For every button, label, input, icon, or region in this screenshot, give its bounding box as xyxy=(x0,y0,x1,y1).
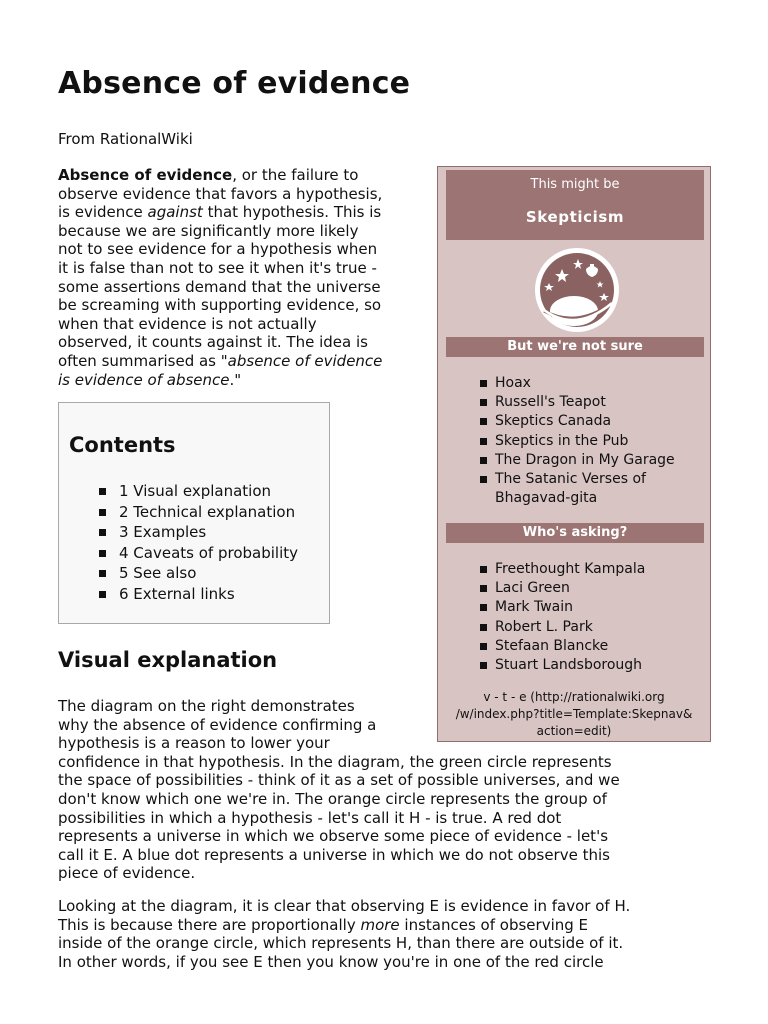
toc-item-caveats-of-probability[interactable]: 4 Caveats of probability xyxy=(99,543,298,564)
navbox-header xyxy=(446,170,704,240)
navbox-link-skeptics-canada[interactable]: Skeptics Canada xyxy=(480,412,675,431)
navbox-link-mark-twain[interactable]: Mark Twain xyxy=(480,598,645,617)
navbox-link-freethought-kampala[interactable]: Freethought Kampala xyxy=(480,560,645,579)
table-of-contents xyxy=(58,402,330,624)
navbox-link-stefaan-blancke[interactable]: Stefaan Blancke xyxy=(480,637,645,656)
navbox-list-not-sure xyxy=(480,374,675,508)
toc-title: Contents xyxy=(69,433,176,457)
toc-item-examples[interactable]: 3 Examples xyxy=(99,522,298,543)
navbox-subheader-whos-asking: Who's asking? xyxy=(446,523,704,543)
navbox-footer-vte-link[interactable]: v - t - e (http://rationalwiki.org xyxy=(483,690,665,704)
navbox-footer-url-end[interactable]: action=edit) xyxy=(536,724,612,738)
navbox-link-robert-l-park[interactable]: Robert L. Park xyxy=(480,618,645,637)
navbox-link-dragon-in-my-garage[interactable]: The Dragon in My Garage xyxy=(480,451,675,470)
navbox-link-russells-teapot[interactable]: Russell's Teapot xyxy=(480,393,675,412)
navbox-footer xyxy=(438,689,710,740)
navbox-link-skeptics-in-the-pub[interactable]: Skeptics in the Pub xyxy=(480,432,675,451)
navbox-footer-url[interactable]: /w/index.php?title=Template:Skepnav& xyxy=(455,707,693,721)
navbox-link-satanic-verses-continued[interactable]: Bhagavad-gita xyxy=(495,490,598,507)
toc-item-see-also[interactable]: 5 See also xyxy=(99,563,298,584)
page-source: From RationalWiki xyxy=(58,130,193,148)
toc-item-visual-explanation[interactable]: 1 Visual explanation xyxy=(99,481,298,502)
toc-item-technical-explanation[interactable]: 2 Technical explanation xyxy=(99,502,298,523)
navbox-title-link[interactable]: Skepticism xyxy=(525,208,625,226)
page-title: Absence of evidence xyxy=(58,66,411,101)
navbox-link-laci-green[interactable]: Laci Green xyxy=(480,579,645,598)
toc-list xyxy=(99,481,298,605)
navbox-link-satanic-verses[interactable]: The Satanic Verses of xyxy=(480,470,675,489)
section-heading-visual-explanation: Visual explanation xyxy=(58,648,278,672)
navbox-link-hoax[interactable]: Hoax xyxy=(480,374,675,393)
skepticism-planet-logo-icon xyxy=(518,245,636,335)
navbox-subheader-not-sure: But we're not sure xyxy=(446,337,704,357)
navbox-link-stuart-landsborough[interactable]: Stuart Landsborough xyxy=(480,656,645,675)
navbox-header-intro: This might be xyxy=(530,177,620,192)
intro-bold-term: Absence of evidence xyxy=(58,166,233,184)
toc-item-external-links[interactable]: 6 External links xyxy=(99,584,298,605)
skepticism-navbox xyxy=(437,166,711,742)
navbox-list-whos-asking xyxy=(480,560,645,675)
